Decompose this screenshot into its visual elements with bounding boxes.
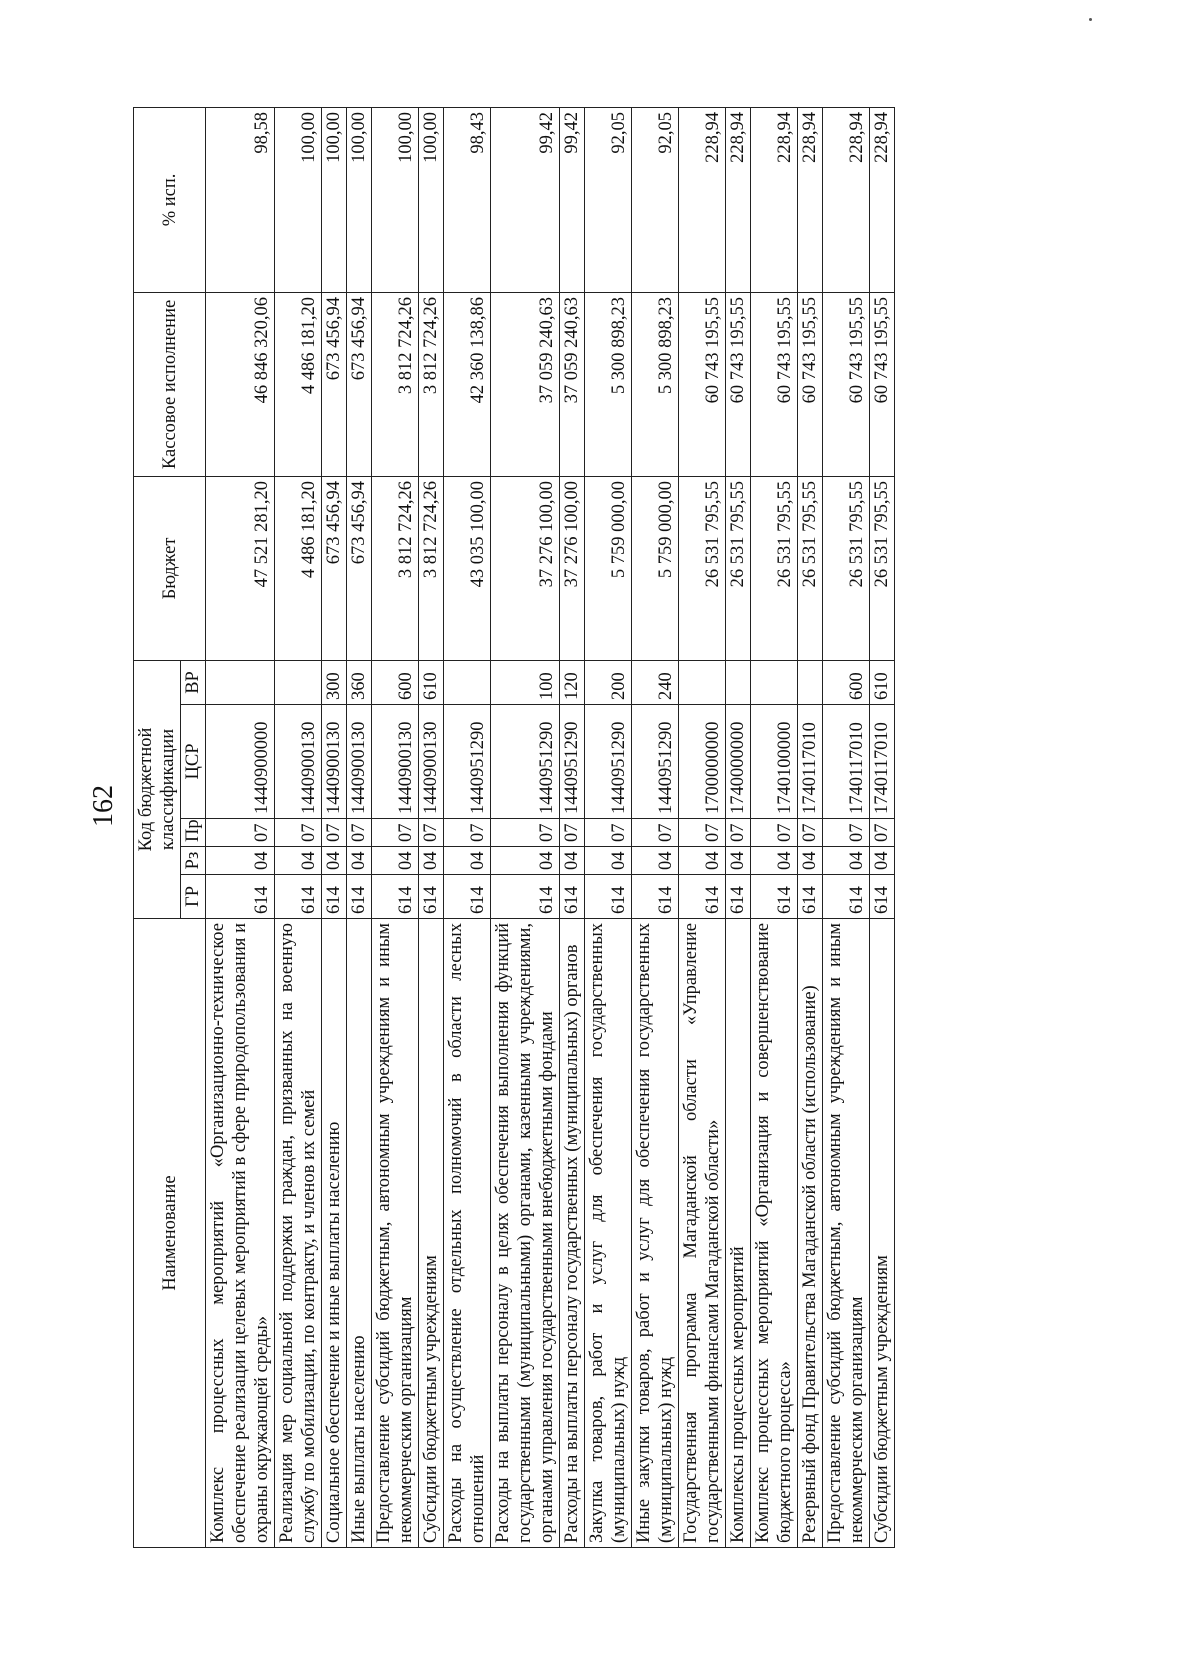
table-row <box>679 107 726 1547</box>
row-gr: 614 <box>372 875 419 919</box>
row-name: Субсидии бюджетным учреждениям <box>870 919 895 1548</box>
row-name: Резервный фонд Правительства Магаданской области (использование) <box>798 919 823 1548</box>
row-budget: 26 531 795,55 <box>679 476 726 660</box>
row-cash: 673 456,94 <box>347 292 372 476</box>
row-budget: 673 456,94 <box>322 476 347 660</box>
row-budget: 47 521 281,20 <box>206 476 275 660</box>
row-vr: 600 <box>823 660 870 704</box>
table-row <box>444 107 491 1547</box>
table-row <box>560 107 585 1547</box>
scan-speck <box>1089 18 1092 21</box>
row-csr: 1440951290 <box>444 705 491 819</box>
table-row <box>275 107 322 1547</box>
row-pr: 07 <box>870 819 895 847</box>
row-budget: 5 759 000,00 <box>585 476 632 660</box>
row-pct: 228,94 <box>726 107 751 292</box>
row-rz: 04 <box>751 847 798 875</box>
row-csr: 1440951290 <box>491 705 560 819</box>
row-vr: 600 <box>372 660 419 704</box>
row-rz: 04 <box>560 847 585 875</box>
row-vr: 300 <box>322 660 347 704</box>
row-vr <box>206 660 275 704</box>
row-name: Закупка товаров, работ и услуг для обеспечения государственных (муниципальных) нужд <box>585 919 632 1548</box>
row-pct: 100,00 <box>419 107 444 292</box>
row-vr <box>726 660 751 704</box>
row-name: Субсидии бюджетным учреждениям <box>419 919 444 1548</box>
row-pr: 07 <box>322 819 347 847</box>
row-budget: 37 276 100,00 <box>560 476 585 660</box>
row-gr: 614 <box>491 875 560 919</box>
row-gr: 614 <box>585 875 632 919</box>
row-rz: 04 <box>726 847 751 875</box>
row-vr <box>751 660 798 704</box>
row-cash: 60 743 195,55 <box>751 292 798 476</box>
row-gr: 614 <box>322 875 347 919</box>
table-row <box>632 107 679 1547</box>
row-csr: 1740117010 <box>798 705 823 819</box>
row-cash: 5 300 898,23 <box>585 292 632 476</box>
table-row <box>372 107 419 1547</box>
row-rz: 04 <box>347 847 372 875</box>
row-vr: 100 <box>491 660 560 704</box>
header-row-top <box>134 107 181 1547</box>
row-rz: 04 <box>632 847 679 875</box>
row-name: Комплексы процессных мероприятий <box>726 919 751 1548</box>
row-gr: 614 <box>870 875 895 919</box>
row-vr <box>798 660 823 704</box>
row-csr: 1440951290 <box>585 705 632 819</box>
row-csr: 1440951290 <box>632 705 679 819</box>
row-gr: 614 <box>419 875 444 919</box>
table-row <box>726 107 751 1547</box>
row-gr: 614 <box>798 875 823 919</box>
row-budget: 37 276 100,00 <box>491 476 560 660</box>
row-csr: 1740100000 <box>751 705 798 819</box>
row-pr: 07 <box>679 819 726 847</box>
row-gr: 614 <box>347 875 372 919</box>
table-row <box>419 107 444 1547</box>
row-gr: 614 <box>751 875 798 919</box>
row-name: Расходы на осуществление отдельных полномочий в области лесных отношений <box>444 919 491 1548</box>
row-budget: 673 456,94 <box>347 476 372 660</box>
row-cash: 42 360 138,86 <box>444 292 491 476</box>
row-cash: 60 743 195,55 <box>679 292 726 476</box>
header-budget: Бюджет <box>134 476 206 660</box>
header-gr: ГР <box>181 875 206 919</box>
table-row <box>491 107 560 1547</box>
row-cash: 3 812 724,26 <box>419 292 444 476</box>
row-name: Социальное обеспечение и иные выплаты населению <box>322 919 347 1548</box>
header-name: Наименование <box>134 919 206 1548</box>
row-cash: 37 059 240,63 <box>560 292 585 476</box>
row-csr: 1700000000 <box>679 705 726 819</box>
row-budget: 26 531 795,55 <box>798 476 823 660</box>
row-name: Предоставление субсидий бюджетным, автономным учреждениям и иным некоммерческим организациям <box>372 919 419 1548</box>
row-vr <box>679 660 726 704</box>
row-gr: 614 <box>823 875 870 919</box>
table-row <box>751 107 798 1547</box>
row-cash: 3 812 724,26 <box>372 292 419 476</box>
row-pct: 228,94 <box>798 107 823 292</box>
row-name: Государственная программа Магаданской области «Управление государственными финансами Магаданской области» <box>679 919 726 1548</box>
row-name: Иные закупки товаров, работ и услуг для обеспечения государственных (муниципальных) нужд <box>632 919 679 1548</box>
table-row <box>347 107 372 1547</box>
row-pct: 99,42 <box>491 107 560 292</box>
row-budget: 26 531 795,55 <box>726 476 751 660</box>
row-budget: 3 812 724,26 <box>372 476 419 660</box>
row-gr: 614 <box>726 875 751 919</box>
row-cash: 60 743 195,55 <box>798 292 823 476</box>
row-vr: 200 <box>585 660 632 704</box>
row-pr: 07 <box>751 819 798 847</box>
row-cash: 37 059 240,63 <box>491 292 560 476</box>
row-rz: 04 <box>206 847 275 875</box>
row-cash: 673 456,94 <box>322 292 347 476</box>
row-rz: 04 <box>275 847 322 875</box>
row-pr: 07 <box>798 819 823 847</box>
row-gr: 614 <box>679 875 726 919</box>
row-cash: 60 743 195,55 <box>823 292 870 476</box>
row-rz: 04 <box>491 847 560 875</box>
row-csr: 1740000000 <box>726 705 751 819</box>
row-vr: 360 <box>347 660 372 704</box>
row-csr: 1440900130 <box>372 705 419 819</box>
row-pr: 07 <box>275 819 322 847</box>
row-pr: 07 <box>347 819 372 847</box>
row-pr: 07 <box>419 819 444 847</box>
row-pr: 07 <box>632 819 679 847</box>
row-vr <box>275 660 322 704</box>
header-csr: ЦСР <box>181 705 206 819</box>
row-pct: 100,00 <box>347 107 372 292</box>
row-rz: 04 <box>419 847 444 875</box>
table-row <box>322 107 347 1547</box>
header-rz: Рз <box>181 847 206 875</box>
row-budget: 3 812 724,26 <box>419 476 444 660</box>
row-cash: 4 486 181,20 <box>275 292 322 476</box>
row-rz: 04 <box>372 847 419 875</box>
header-code-group: Код бюджетной классификации <box>134 660 181 918</box>
row-vr: 610 <box>870 660 895 704</box>
row-pr: 07 <box>444 819 491 847</box>
budget-execution-table <box>133 107 895 1548</box>
row-name: Комплекс процессных мероприятий «Организация и совершенствование бюджетного процесса» <box>751 919 798 1548</box>
row-pct: 98,58 <box>206 107 275 292</box>
row-rz: 04 <box>444 847 491 875</box>
row-name: Предоставление субсидий бюджетным, автономным учреждениям и иным некоммерческим организациям <box>823 919 870 1548</box>
row-csr: 1440900130 <box>347 705 372 819</box>
row-pct: 100,00 <box>372 107 419 292</box>
row-vr: 610 <box>419 660 444 704</box>
row-pr: 07 <box>206 819 275 847</box>
row-cash: 46 846 320,06 <box>206 292 275 476</box>
header-cash: Кассовое исполнение <box>134 292 206 476</box>
row-pr: 07 <box>372 819 419 847</box>
row-budget: 43 035 100,00 <box>444 476 491 660</box>
row-csr: 1440900130 <box>275 705 322 819</box>
row-vr: 120 <box>560 660 585 704</box>
row-pr: 07 <box>491 819 560 847</box>
row-pct: 228,94 <box>679 107 726 292</box>
row-csr: 1440951290 <box>560 705 585 819</box>
row-rz: 04 <box>870 847 895 875</box>
row-pr: 07 <box>726 819 751 847</box>
row-name: Комплекс процессных мероприятий «Организационно-техническое обеспечение реализации целевых мероприятий в сфере природопользования и охраны окружающей среды» <box>206 919 275 1548</box>
row-rz: 04 <box>585 847 632 875</box>
row-name: Реализация мер социальной поддержки граждан, призванных на военную службу по мобилизации, по контракту, и членов их семей <box>275 919 322 1548</box>
row-gr: 614 <box>632 875 679 919</box>
row-pct: 100,00 <box>322 107 347 292</box>
page-number: 162 <box>88 785 119 827</box>
row-cash: 5 300 898,23 <box>632 292 679 476</box>
row-pr: 07 <box>823 819 870 847</box>
row-gr: 614 <box>275 875 322 919</box>
row-csr: 1440900000 <box>206 705 275 819</box>
row-pct: 98,43 <box>444 107 491 292</box>
table-row <box>585 107 632 1547</box>
header-pct: % исп. <box>134 107 206 292</box>
row-rz: 04 <box>322 847 347 875</box>
row-pr: 07 <box>585 819 632 847</box>
row-cash: 60 743 195,55 <box>726 292 751 476</box>
budget-table-sheet <box>133 108 1103 1548</box>
row-cash: 60 743 195,55 <box>870 292 895 476</box>
row-name: Расходы на выплаты персоналу в целях обеспечения выполнения функций государственными (муниципальными) органами, казенными учреждениями, органами управления государственными внебюджетными фондами <box>491 919 560 1548</box>
row-budget: 5 759 000,00 <box>632 476 679 660</box>
row-csr: 1740117010 <box>823 705 870 819</box>
row-name: Иные выплаты населению <box>347 919 372 1548</box>
table-row <box>206 107 275 1547</box>
row-pct: 99,42 <box>560 107 585 292</box>
row-gr: 614 <box>560 875 585 919</box>
row-pct: 100,00 <box>275 107 322 292</box>
table-row <box>823 107 870 1547</box>
table-row <box>870 107 895 1547</box>
header-vr: ВР <box>181 660 206 704</box>
row-pct: 92,05 <box>632 107 679 292</box>
row-vr: 240 <box>632 660 679 704</box>
row-gr: 614 <box>206 875 275 919</box>
row-rz: 04 <box>679 847 726 875</box>
row-csr: 1440900130 <box>322 705 347 819</box>
row-gr: 614 <box>444 875 491 919</box>
row-csr: 1740117010 <box>870 705 895 819</box>
row-csr: 1440900130 <box>419 705 444 819</box>
header-pr: Пр <box>181 819 206 847</box>
table-row <box>798 107 823 1547</box>
row-budget: 26 531 795,55 <box>751 476 798 660</box>
row-pct: 228,94 <box>823 107 870 292</box>
row-pct: 228,94 <box>751 107 798 292</box>
row-pr: 07 <box>560 819 585 847</box>
row-pct: 92,05 <box>585 107 632 292</box>
row-budget: 26 531 795,55 <box>870 476 895 660</box>
row-vr <box>444 660 491 704</box>
row-pct: 228,94 <box>870 107 895 292</box>
row-budget: 4 486 181,20 <box>275 476 322 660</box>
row-rz: 04 <box>823 847 870 875</box>
row-name: Расходы на выплаты персоналу государственных (муниципальных) органов <box>560 919 585 1548</box>
row-budget: 26 531 795,55 <box>823 476 870 660</box>
row-rz: 04 <box>798 847 823 875</box>
